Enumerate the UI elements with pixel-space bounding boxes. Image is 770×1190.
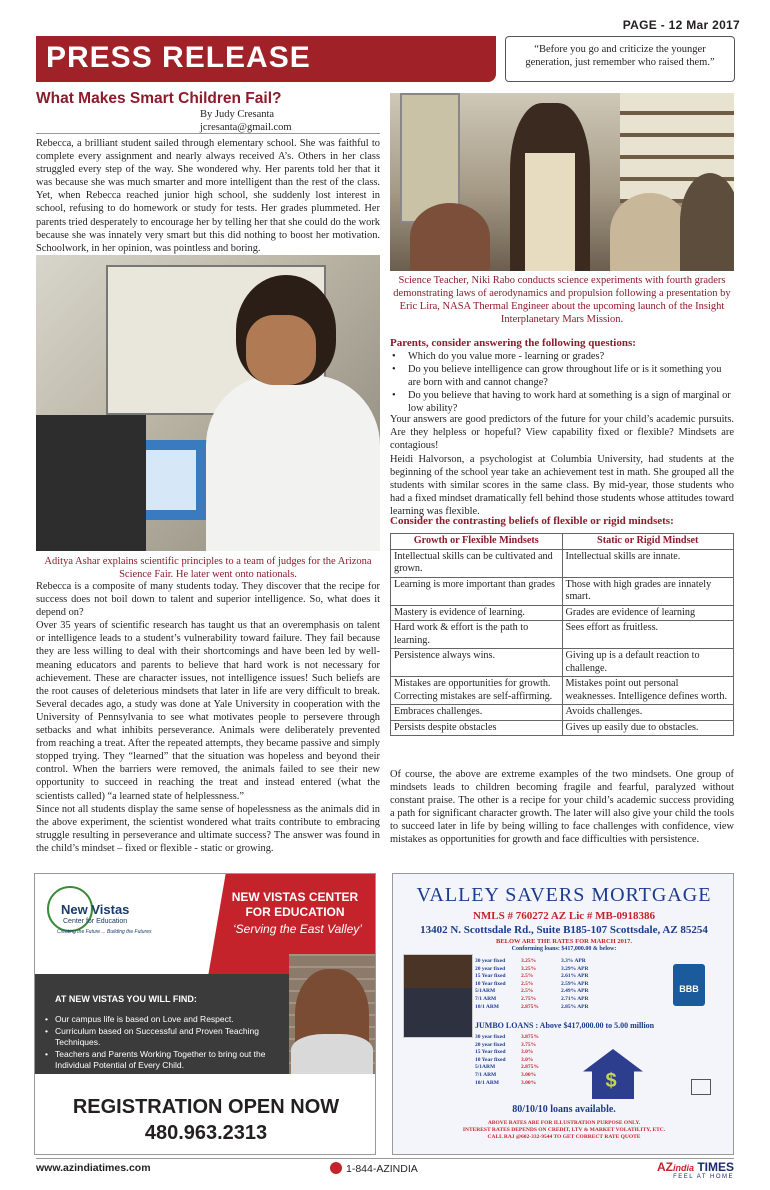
article-paragraph-1: Rebecca, a brilliant student sailed through elementary school. She was faithful to complete every assignment and nearly always received A’s. Others in her class struggled every step of the way. She wondered why. Her parents told her that it was because she was much smarter and more intelligent than the rest of the class. Yet, when Rebecca reached junior high school, she suddenly lost interest in school, refusing to do homework or study for tests. Her grades plummeted. Her parents tried desperately to encourage her by telling her that she could do the work because she was innately very smart but this did nothing to boost her motivation. Schoolwork, in her opinion, was pointless and boring.	[36, 138, 380, 254]
footer-website-link[interactable]: www.azindiatimes.com	[36, 1162, 151, 1174]
ad-find-heading: AT NEW VISTAS YOU WILL FIND:	[55, 994, 197, 1004]
table-row	[391, 649, 734, 677]
student-1	[410, 203, 490, 271]
table-cell: Grades are evidence of learning	[562, 605, 734, 621]
mindsets-table	[390, 533, 734, 736]
table-cell: Learning is more important than grades	[391, 577, 563, 605]
logo-subtitle: Center for Education	[63, 918, 128, 925]
ad-title: NEW VISTAS CENTER FOR EDUCATION	[231, 890, 359, 919]
equal-housing-icon	[691, 1079, 711, 1095]
section-banner	[36, 36, 496, 82]
science-fair-photo	[36, 255, 380, 551]
table-row: 10 Year fixed 2.5% 2.59% APR	[475, 980, 589, 987]
table-row: 20 year fixed 3.25% 3.29% APR	[475, 965, 589, 972]
jumbo-loans-label: JUMBO LOANS : Above $417,000.00 to 5.00 million	[475, 1021, 655, 1030]
list-item: • Do you believe that having to work hard at something is a sign of marginal or low ability?	[390, 389, 734, 415]
table-cell: Hard work & effort is the path to learning.	[391, 621, 563, 649]
footer-phone[interactable]	[330, 1162, 418, 1175]
ad-slogan: ‘Serving the East Valley’	[233, 922, 362, 936]
new-vistas-ad[interactable]	[34, 873, 376, 1155]
table-cell: Mastery is evidence of learning.	[391, 605, 563, 621]
table-header-row	[391, 534, 734, 550]
ad-feature-list	[43, 1014, 293, 1072]
questions-heading: Parents, consider answering the following questions:	[390, 337, 636, 349]
paragraph-2c: Since not all students display the same sense of hopelessness as the animals did in the above experiment, the scientist wondered what traits contribute to embracing struggle resulting in perseverance and ultimate success? The answer was found in the child’s mindset – fixed or flexible - static or growing.	[36, 803, 380, 854]
student-3	[680, 173, 734, 271]
table-row	[391, 720, 734, 736]
column-header-static: Static or Rigid Mindset	[562, 534, 734, 550]
table-row: 10/1 ARM 2.875% 2.85% APR	[475, 1003, 589, 1010]
ad-phone-number[interactable]: 480.963.2313	[144, 1122, 268, 1144]
agent-photo	[403, 954, 473, 1038]
author-name: By Judy Cresanta	[200, 109, 275, 120]
dollar-icon: $	[605, 1070, 617, 1092]
laptop	[36, 415, 146, 551]
photo-caption-1: Aditya Ashar explains scientific principles to a team of judges for the Arizona Science Fair. He later went onto nationals.	[44, 556, 372, 580]
table-row: 30 year fixed 3.25% 3.3% APR	[475, 958, 586, 964]
mortgage-brand: VALLEY SAVERS MORTGAGE	[416, 884, 712, 906]
rates-intro: BELOW ARE THE RATES FOR MARCH 2017.	[496, 938, 632, 945]
logo-name: New Vistas	[61, 902, 130, 917]
paragraph-2b: Over 35 years of scientific research has taught us that an overemphasis on talent or intelligence leads to a student’s vulnerability toward failure. They fail because they are less willing to deal with their shortcomings and have been led by well-meaning educators and parents to believe that hard work is not necessary for achievement. These are character issues, not intelligence issues! Such beliefs are the root causes of deleterious mindsets that later in life are very difficult to break. Several decades ago, a study was done at Yale University in cooperation with the University of Pennsylvania to see what motivates people to persevere through setbacks and what inhibits perseverance. Animals were deliberately prevented from reaching a treat. After the repeated attempts, they became passive and simply stopped trying. They “learned” that the situation was hopeless and beyond their control. When the barriers were removed, the animals failed to see their new opportunity to succeed in reaching the treat and instead entered (what the scientists called) “a learned state of helplessness.”	[36, 620, 380, 802]
table-row: 5/1ARM 2.5% 2.49% APR	[475, 988, 589, 995]
table-cell: Those with high grades are innately smart.	[562, 577, 734, 605]
table-row: 30 year fixed 3.875%	[475, 1034, 539, 1040]
table-cell: Persists despite obstacles	[391, 720, 563, 736]
table-cell: Mistakes are opportunities for growth. Correcting mistakes are self-affirming.	[391, 677, 563, 705]
table-row: 15 Year fixed 2.5% 2.61% APR	[475, 973, 589, 980]
article-paragraph-4: Heidi Halvorson, a psychologist at Columbia University, had students at the beginning of the school year take an achievement test in math. She grouped all the students with similar scores in the same class. By mid-year, those students who had a fixed mindset dramatically fell behind those students whose attitudes toward learning was flexible.	[390, 454, 734, 518]
table-row	[391, 577, 734, 605]
footer-divider	[36, 1158, 734, 1159]
list-item: • Which do you value more - learning or grades?	[390, 350, 734, 363]
column-header-growth: Growth or Flexible Mindsets	[391, 534, 563, 550]
table-row: 10/1 ARM 3.00%	[475, 1079, 537, 1086]
conforming-rates-table	[475, 958, 611, 1011]
table-row: 10 Year fixed 3.0%	[475, 1056, 534, 1063]
list-item: • Teachers and Parents Working Together to bring out the Individual Potential of Every Child.	[43, 1049, 293, 1071]
jumbo-rates-table	[475, 1034, 561, 1087]
contrast-heading: Consider the contrasting beliefs of flexible or rigid mindsets:	[390, 515, 674, 527]
table-cell: Embraces challenges.	[391, 705, 563, 721]
table-row: 7/1 ARM 2.75% 2.71% APR	[475, 995, 589, 1002]
table-row	[391, 705, 734, 721]
table-cell: Intellectual skills are innate.	[562, 549, 734, 577]
table-row	[391, 677, 734, 705]
student-face	[246, 315, 316, 385]
author-email[interactable]: jcresanta@gmail.com	[200, 122, 292, 134]
table-cell: Mistakes point out personal weaknesses. Intelligence defines worth.	[562, 677, 734, 705]
article-headline: What Makes Smart Children Fail?	[36, 90, 282, 107]
bbb-badge-icon: BBB	[673, 964, 705, 1006]
valley-savers-ad[interactable]	[392, 873, 734, 1155]
classroom-experiment-photo	[390, 93, 734, 271]
table-row	[391, 605, 734, 621]
table-cell: Persistence always wins.	[391, 649, 563, 677]
child-shirt	[291, 1034, 373, 1074]
student-shirt	[206, 375, 380, 551]
fine-print: ABOVE RATES ARE FOR ILLUSTRATION PURPOSE ONLY. INTEREST RATES DEPENDS ON CREDIT, LTV & MARKET VOLATILITY, ETC. CALL RAJ @602-332-9544 TO GET CORRECT RATE QUOTE	[462, 1120, 666, 1140]
teacher-apron	[525, 153, 575, 271]
table-cell: Avoids challenges.	[562, 705, 734, 721]
section-title: PRESS RELEASE	[46, 41, 311, 74]
conforming-label: Conforming loans: $417,000.00 & below:	[511, 946, 617, 952]
mortgage-address: 13402 N. Scottsdale Rd., Suite B185-107 Scottsdale, AZ 85254	[420, 924, 708, 936]
az-india-times-logo: AZindia TIMES FEEL AT HOME	[656, 1160, 734, 1180]
table-row: 5/1ARM 2.875%	[475, 1064, 539, 1071]
table-cell: Intellectual skills can be cultivated and grown.	[391, 549, 563, 577]
registration-text: REGISTRATION OPEN NOW	[72, 1096, 340, 1118]
table-row	[391, 549, 734, 577]
phone-icon	[330, 1162, 342, 1174]
table-cell: Giving up is a default reaction to challenge.	[562, 649, 734, 677]
paragraph-2a: Rebecca is a composite of many students today. They discover that the recipe for success does not boil down to talent and superior intelligence. So, what does it depend on?	[36, 581, 380, 619]
quote-box: “Before you go and criticize the younger generation, just remember who raised them.”	[505, 36, 735, 82]
article-paragraph-3: Your answers are good predictors of the future for your child’s academic pursuits. Are they helpless or hopeful? View capability fixed or flexible? Mindsets are contagious!	[390, 414, 734, 452]
student-2	[610, 193, 690, 271]
article-paragraph-2	[36, 580, 380, 855]
table-row: 20 year fixed 3.75%	[475, 1041, 537, 1048]
article-byline	[200, 108, 380, 134]
table-row	[391, 621, 734, 649]
loans-available: 80/10/10 loans available.	[512, 1104, 616, 1115]
article-paragraph-5: Of course, the above are extreme examples of the two mindsets. One group of mindsets leads to children becoming fragile and fearful, paralyzed without constant praise. The other is a recipe for your child’s academic success providing a path for significant character growth. The later will also give your child the tools to succeed later in life by being willing to face challenges with confidence, view mistakes as opportunities for growth and face difficulties with persistence.	[390, 769, 734, 846]
table-cell: Gives up easily due to obstacles.	[562, 720, 734, 736]
list-item: • Do you believe intelligence can grow throughout life or is it something you are born with and cannot change?	[390, 363, 734, 389]
footer-phone-number: 1-844-AZINDIA	[346, 1163, 418, 1175]
logo-tagline: Creating the Future ... Building the Futures	[57, 929, 152, 935]
table-cell: Sees effort as fruitless.	[562, 621, 734, 649]
table-row: 15 Year fixed 3.0%	[475, 1049, 534, 1056]
headline-divider	[36, 133, 380, 134]
table-row: 7/1 ARM 3.00%	[475, 1071, 537, 1078]
list-item: • Our campus life is based on Love and Respect.	[43, 1014, 293, 1025]
page-date-label: PAGE - 12 Mar 2017	[622, 18, 740, 32]
questions-list	[390, 350, 734, 415]
list-item: • Curriculum based on Successful and Proven Teaching Techniques.	[43, 1026, 293, 1048]
license-numbers: NMLS # 760272 AZ Lic # MB-0918386	[472, 910, 656, 922]
photo-caption-2: Science Teacher, Niki Rabo conducts science experiments with fourth graders demonstrating laws of aerodynamics and propulsion following a presentation by Eric Lira, NASA Thermal Engineer about the upcoming launch of the Insight Interplanetary Mars Mission.	[393, 275, 731, 325]
